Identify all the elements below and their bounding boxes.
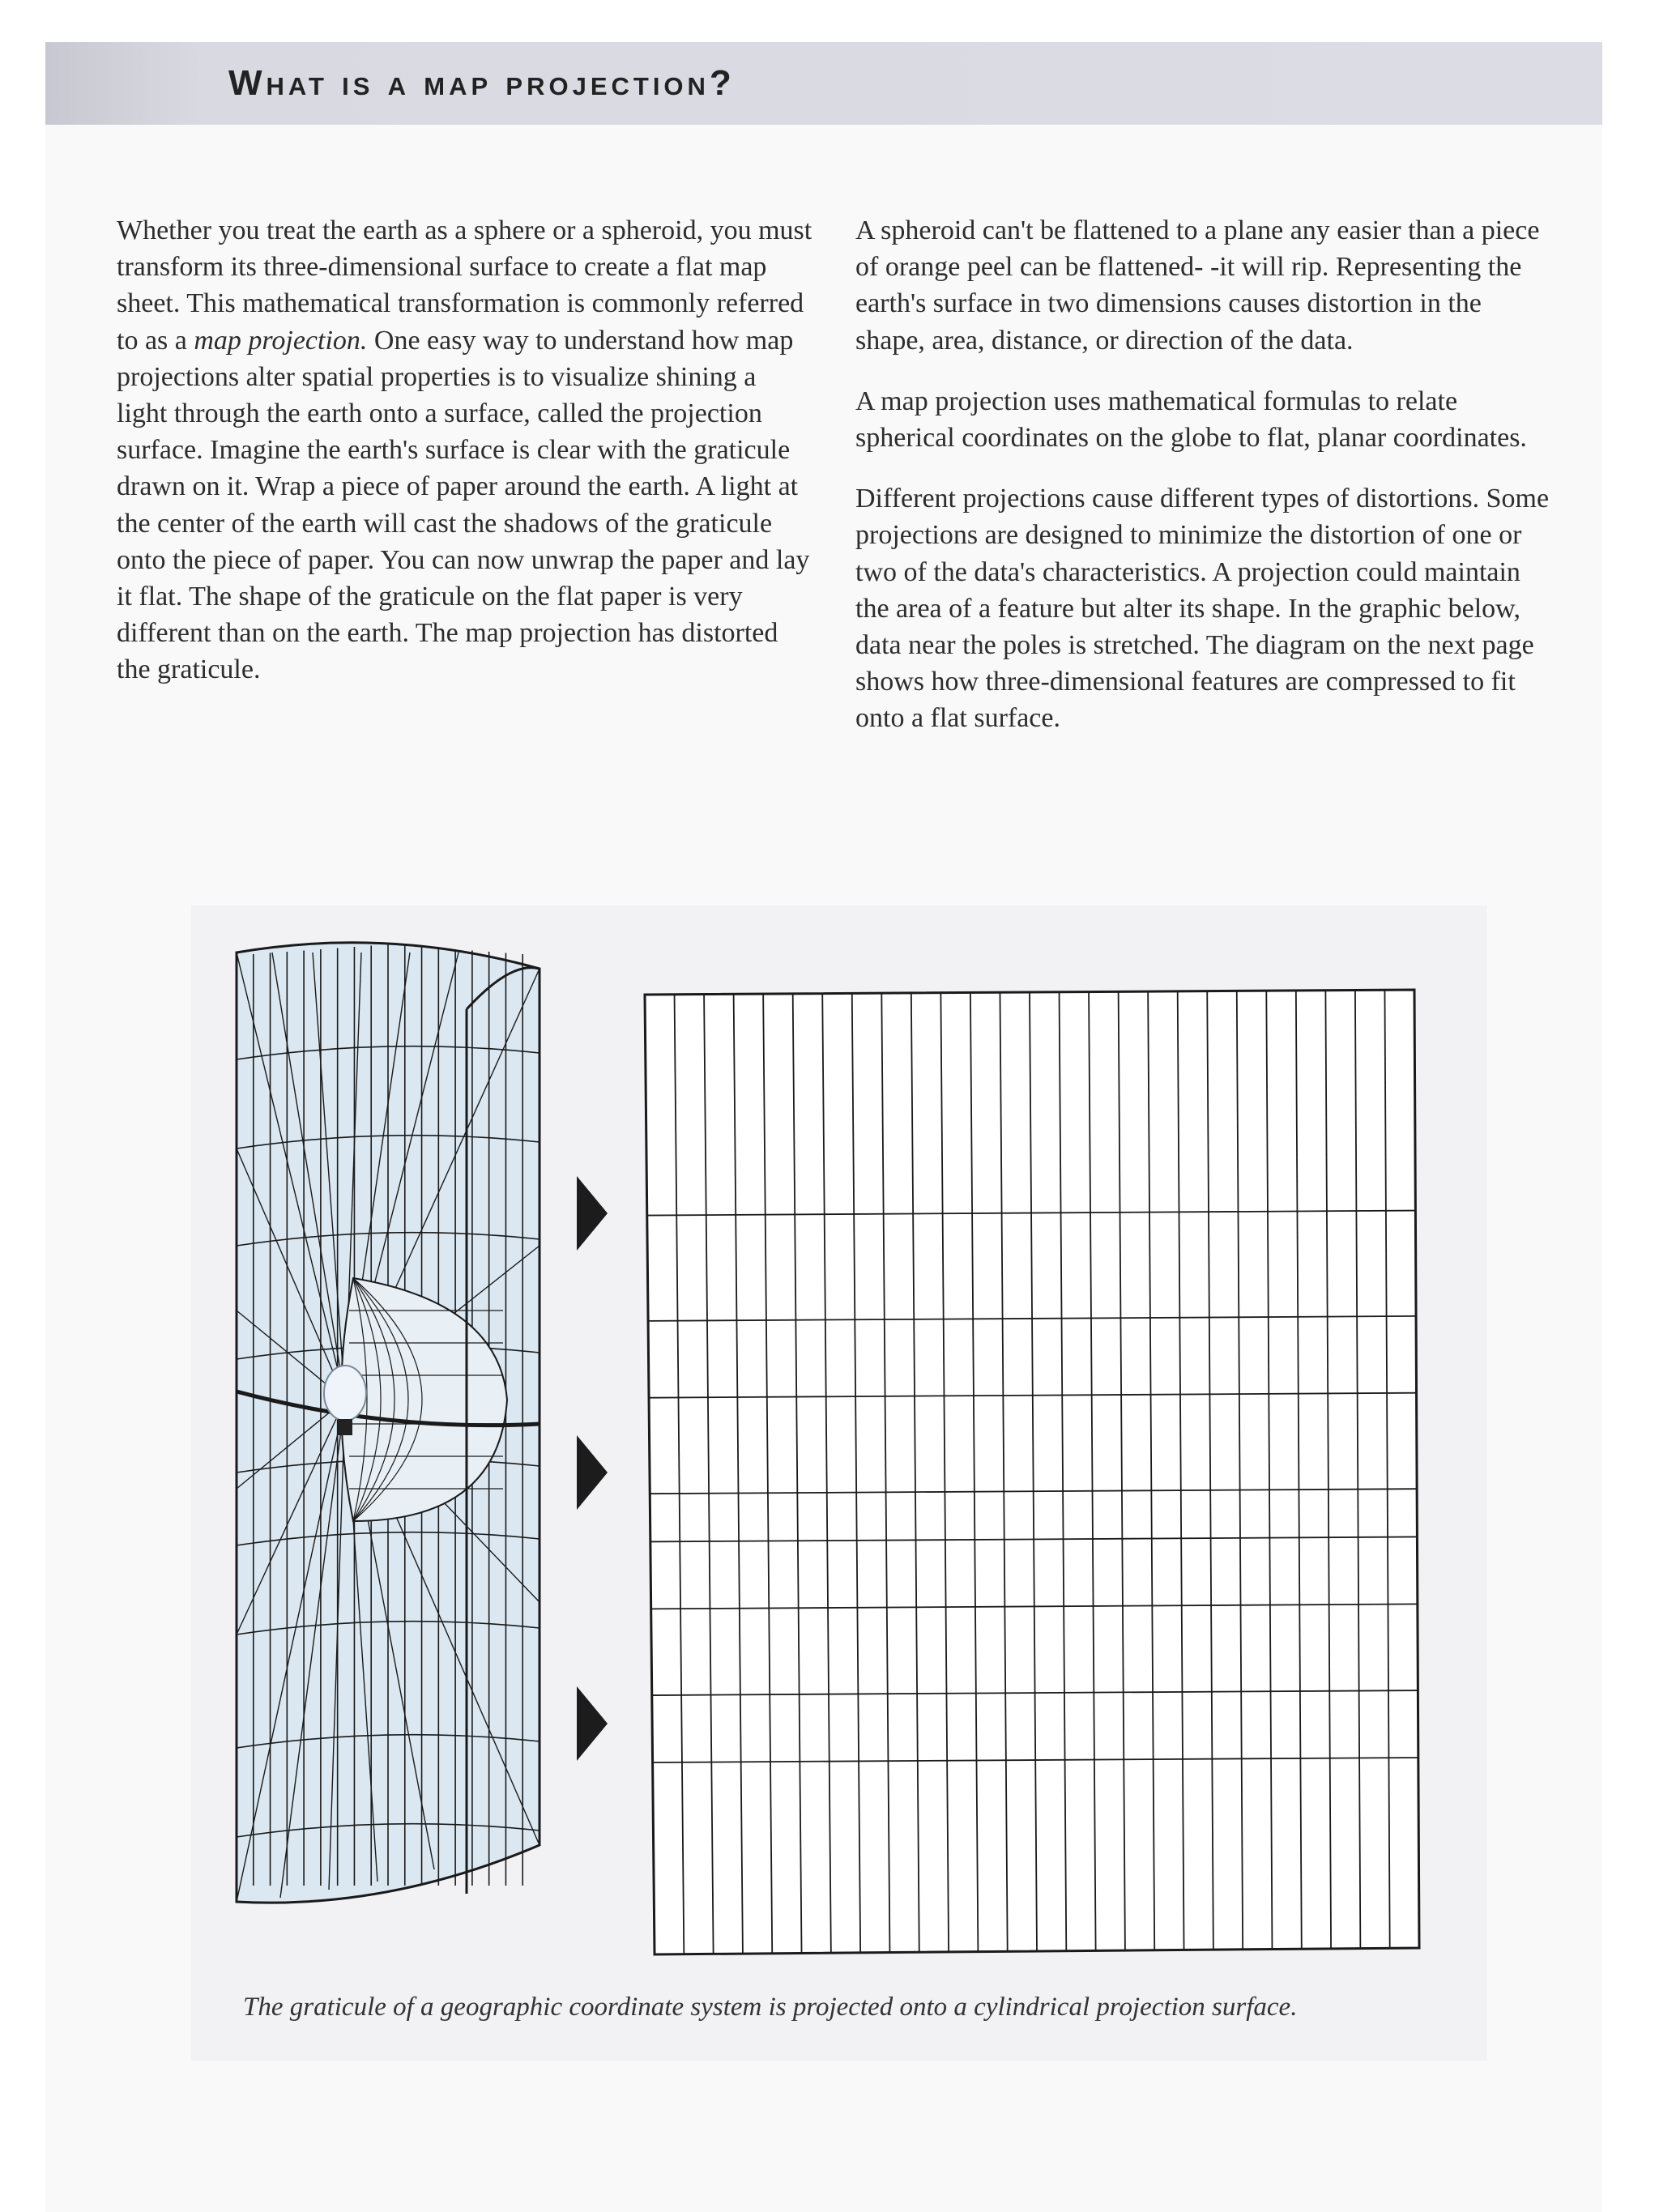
figure-caption: The graticule of a geographic coordinate system is projected onto a cylindrical projection surface. bbox=[243, 1993, 1298, 2022]
left-column bbox=[117, 212, 813, 688]
arrow bbox=[577, 1686, 608, 1761]
projection-figure bbox=[191, 906, 1487, 2061]
light-bulb-base bbox=[338, 1419, 352, 1435]
projection-diagram bbox=[191, 906, 1487, 2061]
flat-map-frame bbox=[645, 990, 1419, 1954]
left-paragraph-start: Whether you treat the earth as a sphere or a spheroid, you must transform its three-dimensional surface to create a flat map sheet. This mathematical transformation is commonly referred to as a bbox=[117, 215, 812, 356]
page-title: What is a map projection? bbox=[228, 63, 736, 103]
arrow bbox=[577, 1435, 608, 1510]
arrow bbox=[577, 1176, 608, 1251]
light-bulb bbox=[324, 1366, 366, 1421]
left-paragraph-end: One easy way to understand how map projections alter spatial properties is to visualize shining a light through the earth onto a surface, called the projection surface. Imagine the earth's surface is clear with the graticule drawn on it. Wrap a piece of paper around the earth. A light at the center of the earth will cast the shadows of the graticule onto the piece of paper. You can now unwrap the paper and lay it flat. The shape of the graticule on the flat paper is very different than on the earth. The map projection has distorted the graticule. bbox=[117, 325, 810, 685]
projection-arrows bbox=[577, 1176, 608, 1761]
flat-map-grid bbox=[645, 990, 1419, 1954]
projection-cylinder bbox=[237, 943, 539, 1903]
left-paragraph bbox=[117, 212, 813, 688]
right-paragraph-2: A map projection uses mathematical formulas to relate spherical coordinates on the globe to flat, planar coordinates. bbox=[855, 386, 1527, 454]
right-column bbox=[855, 212, 1552, 761]
right-paragraph-3: Different projections cause different types of distortions. Some projections are designed to minimize the distortion of one or two of the data's characteristics. A projection could maintain the area of a feature but alter its shape. In the graphic below, data near the poles is stretched. The diagram on the next page shows how three-dimensional features are compressed to fit onto a flat surface. bbox=[855, 484, 1550, 734]
right-paragraph-1: A spheroid can't be flattened to a plane any easier than a piece of orange peel can be flattened- -it will rip. Representing the earth's surface in two dimensions causes distortion in the shape, area, distance, or direction of the data. bbox=[855, 215, 1540, 356]
map-projection-term: map projection. bbox=[194, 325, 368, 356]
